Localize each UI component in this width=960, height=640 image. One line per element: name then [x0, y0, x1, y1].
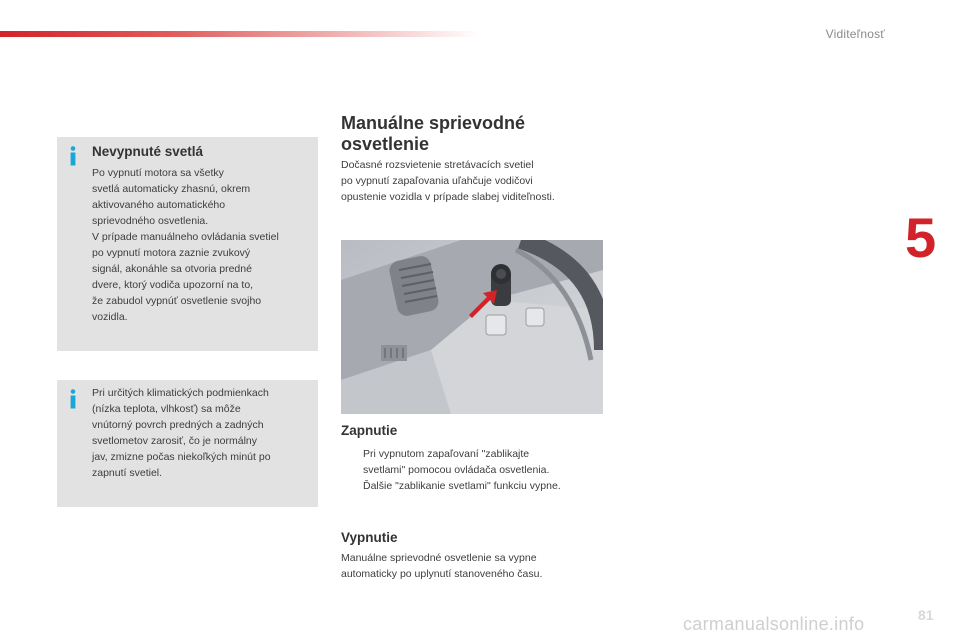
info-icon — [67, 389, 79, 409]
dashboard-illustration — [341, 240, 603, 414]
page-number: 81 — [918, 607, 934, 623]
header-stripe — [0, 31, 480, 37]
list-item: Ďalšie "zablikanie svetlami" funkciu vypne. — [363, 480, 561, 492]
section-title: Viditeľnosť — [825, 27, 885, 41]
watermark: carmanualsonline.info — [683, 614, 865, 634]
light-switch-photo — [341, 240, 603, 414]
chapter-number: 5 — [905, 206, 937, 269]
switch-on-list — [341, 446, 603, 494]
info-box-text: Po vypnutí motora sa všetky svetlá automaticky zhasnú, okrem aktivovaného automatického sprievodného osvetlenia. V prípade manuálneho ovládania svetiel po vypnutí motora zaznie zvukový signál, akonáhle sa otvoria predné dvere, ktorý vodiča upozorní na to, že zabudol vypnúť osvetlenie svojho vozidla. — [92, 167, 279, 323]
switch-off-heading: Vypnutie — [341, 530, 398, 545]
info-box-heading: Nevypnuté svetlá — [92, 144, 204, 159]
info-box-text: Pri určitých klimatických podmienkach (nízka teplota, vlhkosť) sa môže vnútorný povrch predných a zadných svetlometov zarosiť, čo je normálny jav, zmizne počas niekoľkých minút po zapnutí svetiel. — [92, 387, 271, 479]
switch-off-paragraph: Manuálne sprievodné osvetlenie sa vypne automaticky po uplynutí stanoveného času. — [341, 552, 543, 580]
switch-on-heading: Zapnutie — [341, 423, 398, 438]
info-icon — [67, 146, 79, 166]
page-title: Manuálne sprievodné osvetlenie — [341, 113, 526, 154]
info-box-unswitched-lights — [57, 137, 318, 351]
list-item: Pri vypnutom zapaľovaní "zablikajte svetlami" pomocou ovládača osvetlenia. — [363, 448, 550, 476]
intro-paragraph: Dočasné rozsvietenie stretávacích svetiel po vypnutí zapaľovania uľahčuje vodičovi opustenie vozidla v prípade slabej viditeľnosti. — [341, 159, 555, 203]
info-box-condensation — [57, 380, 318, 507]
